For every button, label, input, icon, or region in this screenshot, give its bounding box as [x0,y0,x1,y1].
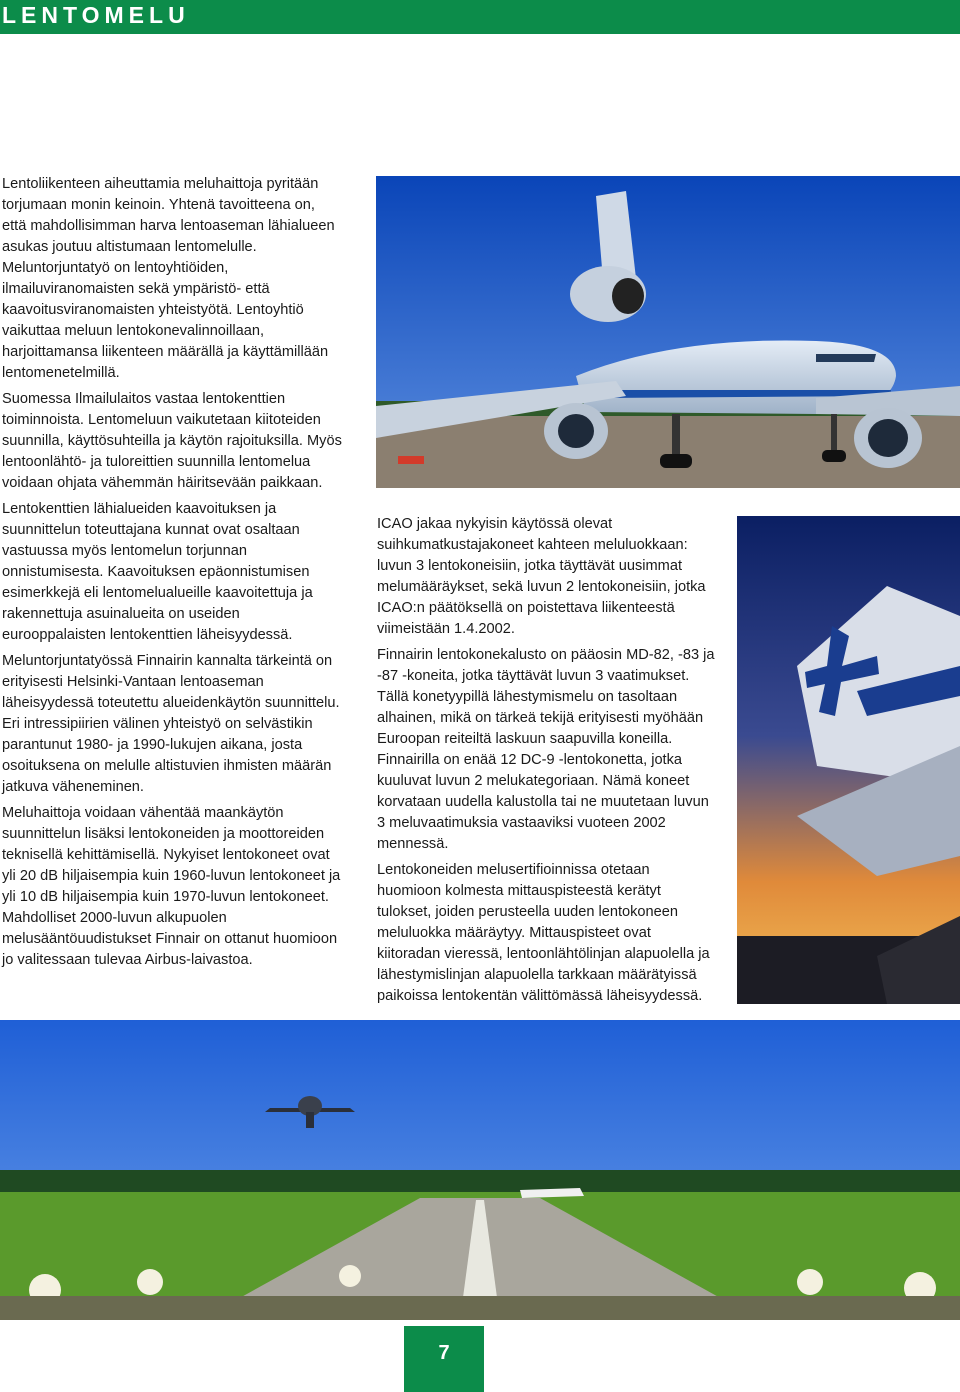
left-paragraph-1: Lentoliikenteen aiheuttamia meluhaittoja pyritään torjumaan monin keinoin. Yhtenä tavoitteena on, että mahdollisimman harva lentoaseman lähialueen asukas joutuu altistumaan lentomelulle. Meluntorjuntatyö on lentoyhtiöiden, ilmailuviranomaisten sekä ympäristö- että kaavoitusviranomaisten yhteistyötä. Lentoyhtiö vaikuttaa meluun lentokonevalinnoillaan, harjoittamansa liikenteen määrällä ja käyttämillään lentomenetelmillä. [2,176,335,381]
left-text-column [2,174,342,976]
page-number-box [404,1326,484,1392]
page-number: 7 [438,1342,450,1364]
left-paragraph-3: Lentokenttien lähialueiden kaavoituksen ja suunnittelun toteuttajana kunnat ovat osaltaan vastuussa myös lentomelun torjunnan onnistumisesta. Kaavoituksen epäonnistumisen esimerkkejä eli lentomelualueille kaavoitettuja ja rakennettuja asuinalueita on useiden eurooppalaisten lentokenttien läheisyydessä. [2,501,313,643]
right-text-column [377,514,717,1012]
left-paragraph-4: Meluntorjuntatyössä Finnairin kannalta tärkeintä on erityisesti Helsinki-Vantaan lentoaseman läheisyydessä toteutettu alueidenkäytön suunnittelu. Eri intressipiirien välinen yhteistyö on selvästikin parantunut 1980- ja 1990-lukujen aikana, josta osoituksena on melulle altistuvien ihmisten määrän jatkuva väheneminen. [2,653,340,795]
right-paragraph-3: Lentokoneiden melusertifioinnissa otetaan huomioon kolmesta mittauspisteestä kerätyt tulokset, joiden perusteella uuden lentokoneen meluluokka määräytyy. Mittauspisteet ovat kiitoradan vieressä, lentoonlähtölinjan alapuolella ja lähestymislinjan alapuolella tarkkaan määrätyissä paikoissa lentokentän välittömässä läheisyydessä. [377,862,710,1004]
left-paragraph-2: Suomessa Ilmailulaitos vastaa lentokenttien toiminnoista. Lentomeluun vaikutetaan kiitoteiden suunnilla, käyttösuhteilla ja käytön rajoituksilla. Myös lentoonlähtö- ja tuloreittien suunnilla lentomelua voidaan ohjata vähemmän häiritsevään paikkaan. [2,391,342,491]
right-paragraph-1: ICAO jakaa nykyisin käytössä olevat suihkumatkustajakoneet kahteen meluluokkaan: luvun 3 lentokoneisiin, jotka täyttävät uusimmat melumääräykset, sekä luvun 2 lentokoneisiin, jotka ICAO:n päätöksellä on poistettava liikenteestä viimeistään 1.4.2002. [377,516,706,637]
finnair-tail-sunset-photo [737,516,960,1004]
section-title: LENTOMELU [2,2,190,28]
page-header [0,0,960,34]
dc10-aircraft-photo [376,176,960,488]
right-paragraph-2: Finnairin lentokonekalusto on pääosin MD-82, -83 ja -87 -koneita, jotka täyttävät luvun 3 vaatimukset. Tällä konetyypillä lähestymismelu on tasoltaan alhainen, mikä on tärkeä tekijä erityisesti myöhään Euroopan reiteiltä laskuun saapuvilla koneilla. Finnairilla on enää 12 DC-9 -lentokonetta, jotka kuuluvat luvun 2 melukategoriaan. Nämä koneet korvataan uudella kalustolla tai ne muutetaan luvun 3 meluvaatimuksia vastaaviksi vuoteen 2002 mennessä. [377,647,715,852]
runway-landing-photo [0,1020,960,1320]
left-paragraph-5: Meluhaittoja voidaan vähentää maankäytön suunnittelun lisäksi lentokoneiden ja moottoreiden teknisellä kehittämisellä. Nykyiset lentokoneet ovat yli 20 dB hiljaisempia kuin 1960-luvun lentokoneet ja yli 10 dB hiljaisempia kuin 1970-luvun lentokoneet. Mahdolliset 2000-luvun alkupuolen melusääntöuudistukset Finnair on ottanut huomioon jo valitessaan tulevaa Airbus-laivastoa. [2,805,341,968]
